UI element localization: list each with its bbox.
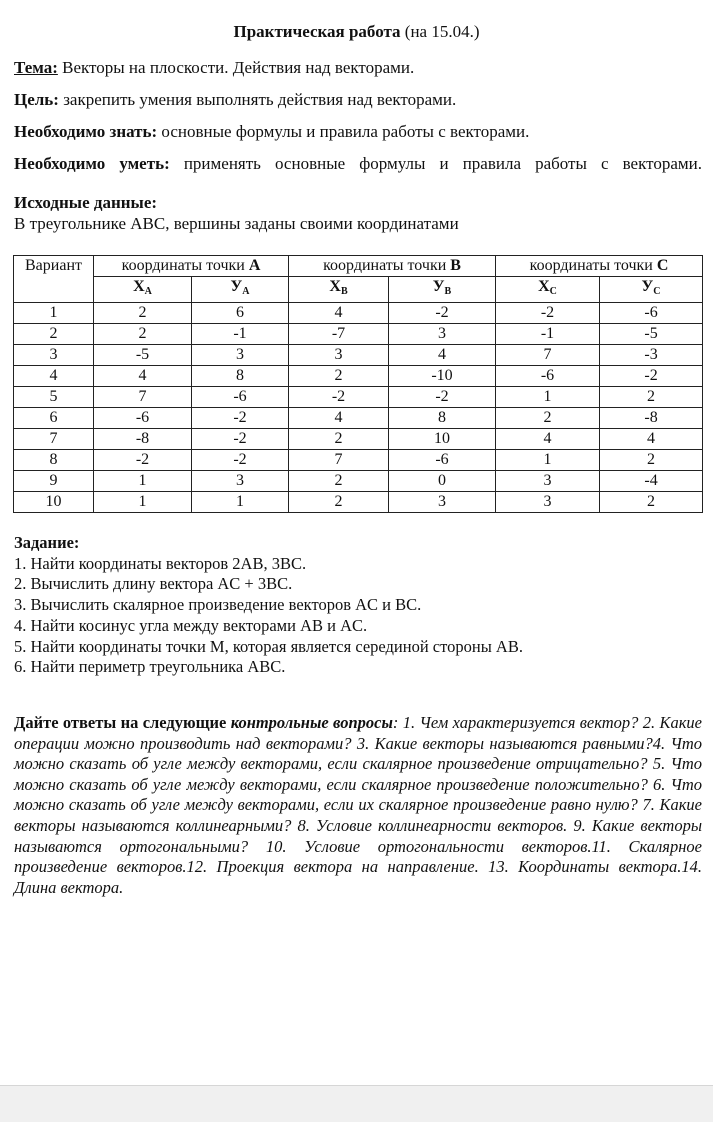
coordinate-cell: 7 [94, 387, 192, 408]
variant-cell: 5 [14, 387, 94, 408]
coordinate-cell: -2 [389, 303, 496, 324]
coordinate-cell: -1 [192, 324, 289, 345]
coordinate-cell: 2 [289, 366, 389, 387]
coordinate-cell: 10 [389, 429, 496, 450]
coordinate-cell: -2 [192, 450, 289, 471]
subheader-xb: $X_B$ [289, 277, 389, 303]
coordinate-cell: 3 [192, 471, 289, 492]
variant-cell: 3 [14, 345, 94, 366]
coordinate-cell: -6 [94, 408, 192, 429]
coordinate-cell: 4 [289, 408, 389, 429]
initial-label: Исходные данные: [14, 193, 158, 212]
group-header-c: координаты точки C [496, 256, 703, 277]
coordinate-cell: 3 [389, 492, 496, 513]
coordinate-cell: -8 [94, 429, 192, 450]
coordinate-cell: 2 [600, 387, 703, 408]
coordinate-cell: 8 [192, 366, 289, 387]
coordinate-cell: 1 [496, 450, 600, 471]
coordinate-cell: 2 [94, 324, 192, 345]
table-row [14, 366, 703, 387]
coordinate-cell: 2 [496, 408, 600, 429]
table-row [14, 303, 703, 324]
table-row [14, 387, 703, 408]
table-header-row [14, 256, 703, 277]
coordinate-cell: -5 [600, 324, 703, 345]
coordinate-cell: -3 [600, 345, 703, 366]
tasks-label: Задание: [14, 533, 80, 552]
subheader-ya: $У_A$ [192, 277, 289, 303]
subheader-yc: $У_C$ [600, 277, 703, 303]
variant-cell: 7 [14, 429, 94, 450]
variant-cell: 6 [14, 408, 94, 429]
coordinate-cell: 7 [289, 450, 389, 471]
goal-line [14, 90, 456, 110]
bottom-strip [0, 1085, 713, 1122]
title-main: Практическая работа [233, 22, 401, 41]
task-item: 3. Вычислить скалярное произведение векторов AC и BC. [14, 595, 422, 615]
page-title [0, 22, 713, 42]
coordinate-cell: -2 [192, 408, 289, 429]
table-row [14, 429, 703, 450]
task-item: 4. Найти косинус угла между векторами AB и AC. [14, 615, 368, 635]
can-text: применять основные формулы и правила работы с векторами. [169, 154, 702, 173]
questions-text: : 1. Чем характеризуется вектор? 2. Какие операции можно производить над векторами? 3. Какие векторы называются равными?4. Что можно сказать об угле между векторами, если скалярное произведение отрицательно? 5. Что можно сказать об угле между векторами, если скалярное произведение положительно? 6. Что можно сказать об угле между векторами, если их скалярное произведение равно нулю? 7. Какие векторы называются коллинеарными? 8. Условие коллинеарности векторов. 9. Какие векторы называются ортогональными? 10. Условие ортогональности векторов.11. Скалярное произведение векторов.12. Проекция вектора на направление. 13. Координаты вектора.14. Длина вектора. [14, 713, 702, 897]
coordinate-cell: -1 [496, 324, 600, 345]
coordinate-cell: 3 [496, 471, 600, 492]
subheader-yb: $У_B$ [389, 277, 496, 303]
variant-cell: 8 [14, 450, 94, 471]
table-row [14, 492, 703, 513]
goal-label: Цель: [14, 90, 59, 109]
coordinates-table [13, 255, 703, 513]
table-row [14, 408, 703, 429]
coordinate-cell: 2 [600, 450, 703, 471]
coordinate-cell: -2 [94, 450, 192, 471]
coordinate-cell: 4 [289, 303, 389, 324]
can-label: Необходимо уметь: [14, 154, 170, 173]
know-label: Необходимо знать: [14, 122, 158, 141]
coordinate-cell: 2 [94, 303, 192, 324]
variant-header: Вариант [14, 256, 94, 303]
table-subheader-row [14, 277, 703, 303]
task-item: 2. Вычислить длину вектора AC + 3BC. [14, 574, 293, 594]
coordinate-cell: 3 [192, 345, 289, 366]
coordinate-cell: 2 [289, 429, 389, 450]
coordinate-cell: -6 [192, 387, 289, 408]
variant-cell: 2 [14, 324, 94, 345]
coordinate-cell: 1 [94, 471, 192, 492]
topic-text: Векторы на плоскости. Действия над векторами. [57, 58, 415, 77]
know-line [14, 122, 529, 142]
coordinate-cell: 3 [496, 492, 600, 513]
coordinate-cell: 4 [389, 345, 496, 366]
coordinate-cell: 6 [192, 303, 289, 324]
initial-text: В треугольнике ABC, вершины заданы своими координатами [14, 214, 459, 233]
task-item: 1. Найти координаты векторов 2AB, 3BC. [14, 553, 307, 573]
variant-cell: 1 [14, 303, 94, 324]
coordinate-cell: -2 [192, 429, 289, 450]
group-header-b: координаты точки B [289, 256, 496, 277]
coordinate-cell: 4 [496, 429, 600, 450]
coordinate-cell: -5 [94, 345, 192, 366]
goal-text: закрепить умения выполнять действия над векторами. [58, 90, 457, 109]
table-row [14, 450, 703, 471]
coordinate-cell: 1 [94, 492, 192, 513]
topic-line [14, 58, 414, 78]
variant-cell: 9 [14, 471, 94, 492]
coordinate-cell: 2 [600, 492, 703, 513]
can-line [14, 154, 702, 174]
coordinate-cell: 0 [389, 471, 496, 492]
coordinate-cell: 7 [496, 345, 600, 366]
tasks-section [14, 533, 523, 678]
table-row [14, 471, 703, 492]
coordinate-cell: 1 [192, 492, 289, 513]
coordinate-cell: -6 [496, 366, 600, 387]
coordinate-cell: -10 [389, 366, 496, 387]
subheader-xa: $X_A$ [94, 277, 192, 303]
coordinate-cell: 3 [389, 324, 496, 345]
coordinate-cell: 4 [600, 429, 703, 450]
task-item: 5. Найти координаты точки M, которая является серединой стороны AB. [14, 636, 523, 656]
coordinate-cell: -6 [389, 450, 496, 471]
table-row [14, 324, 703, 345]
coordinate-cell: -2 [389, 387, 496, 408]
initial-label-line [14, 193, 157, 213]
coordinate-cell: -2 [289, 387, 389, 408]
coordinate-cell: 4 [94, 366, 192, 387]
subheader-xc: $X_C$ [496, 277, 600, 303]
group-header-a: координаты точки A [94, 256, 289, 277]
table-row [14, 345, 703, 366]
topic-label: Тема: [14, 58, 58, 77]
title-date: (на 15.04.) [404, 22, 480, 41]
coordinate-cell: -7 [289, 324, 389, 345]
coordinate-cell: 1 [496, 387, 600, 408]
coordinate-cell: -2 [600, 366, 703, 387]
questions-lead: Дайте ответы на следующие контрольные вопросы [14, 713, 393, 732]
know-text: основные формулы и правила работы с векторами. [157, 122, 530, 141]
coordinate-cell: -6 [600, 303, 703, 324]
coordinate-cell: -4 [600, 471, 703, 492]
coordinate-cell: -2 [496, 303, 600, 324]
task-item: 6. Найти периметр треугольника ABC. [14, 657, 286, 677]
coordinate-cell: 8 [389, 408, 496, 429]
variant-cell: 4 [14, 366, 94, 387]
control-questions [14, 713, 702, 898]
variant-cell: 10 [14, 492, 94, 513]
coordinate-cell: 3 [289, 345, 389, 366]
coordinate-cell: 2 [289, 492, 389, 513]
coordinate-cell: 2 [289, 471, 389, 492]
coordinate-cell: -8 [600, 408, 703, 429]
